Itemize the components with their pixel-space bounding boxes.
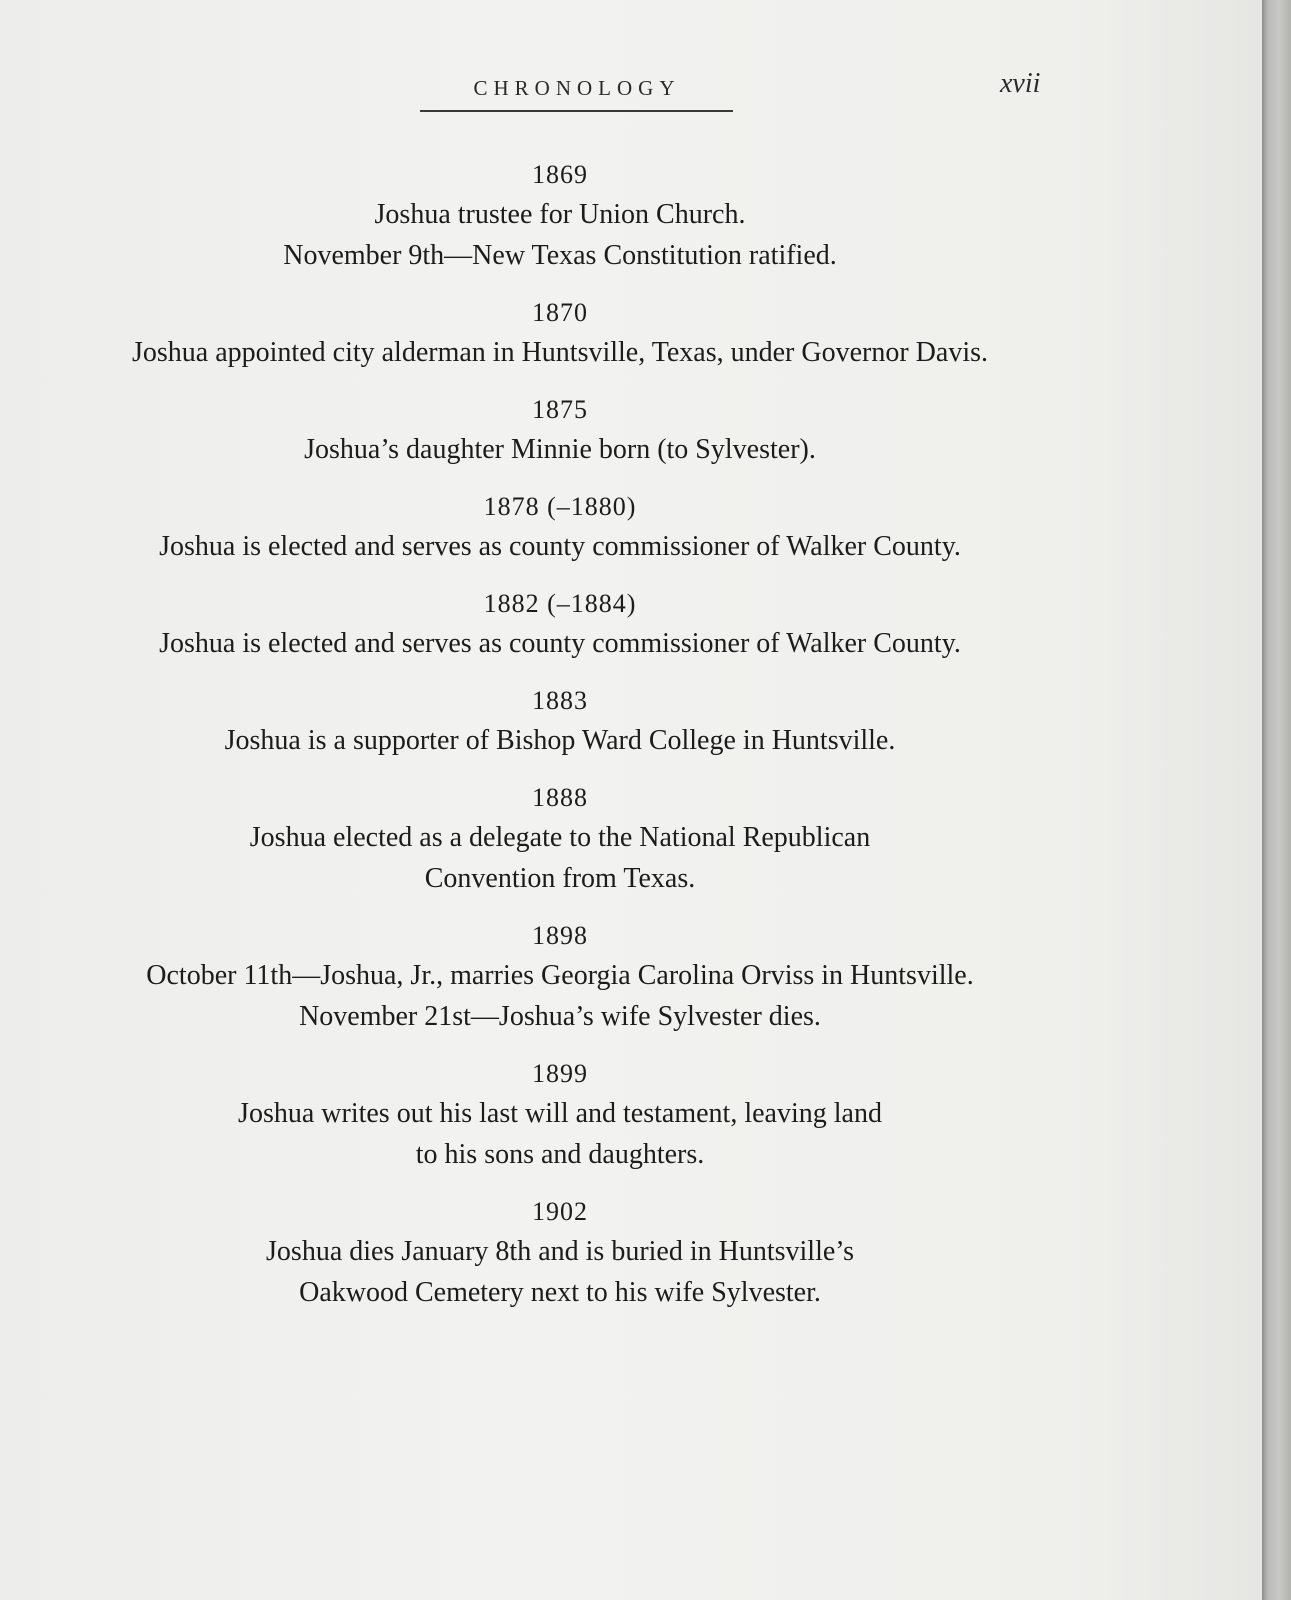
entry-text-line: Joshua dies January 8th and is buried in Huntsville’s bbox=[266, 1236, 854, 1267]
chronology-entry-1869 bbox=[60, 156, 1060, 276]
chronology-entry-1888 bbox=[60, 779, 1060, 899]
chronology-entry-1878 bbox=[60, 488, 1060, 567]
entry-text-line: Joshua writes out his last will and testament, leaving land bbox=[238, 1098, 882, 1129]
entry-text-line: Convention from Texas. bbox=[424, 863, 696, 894]
entry-text-line: Joshua elected as a delegate to the National Republican bbox=[249, 822, 871, 853]
header-rule bbox=[420, 110, 733, 112]
entry-text-line: Joshua appointed city alderman in Huntsville, Texas, under Governor Davis. bbox=[132, 337, 988, 368]
entry-year: 1882 (–1884) bbox=[483, 589, 637, 618]
entry-year: 1883 bbox=[532, 686, 588, 715]
chronology-entry-1883 bbox=[60, 682, 1060, 761]
chronology-entry-1875 bbox=[60, 391, 1060, 470]
entry-text-line: November 9th—New Texas Constitution ratified. bbox=[283, 240, 837, 271]
chronology-entry-1898 bbox=[60, 917, 1060, 1037]
entry-text-line: to his sons and daughters. bbox=[415, 1139, 705, 1170]
entry-year: 1875 bbox=[532, 395, 588, 424]
running-header-title: CHRONOLOGY bbox=[473, 76, 681, 100]
entry-year: 1888 bbox=[532, 783, 588, 812]
entry-year: 1878 (–1880) bbox=[483, 492, 637, 521]
entry-year: 1898 bbox=[532, 921, 588, 950]
entry-text-line: Joshua trustee for Union Church. bbox=[374, 199, 746, 230]
entry-text-line: Joshua is a supporter of Bishop Ward College in Huntsville. bbox=[224, 725, 896, 756]
book-page-edge bbox=[1262, 0, 1291, 1600]
entry-text-line: Joshua is elected and serves as county commissioner of Walker County. bbox=[159, 531, 961, 562]
chronology-list bbox=[60, 156, 1060, 1331]
entry-text-line: Joshua is elected and serves as county commissioner of Walker County. bbox=[159, 628, 961, 659]
entry-year: 1869 bbox=[532, 160, 588, 189]
entry-year: 1902 bbox=[532, 1197, 588, 1226]
entry-text-line: Oakwood Cemetery next to his wife Sylvester. bbox=[299, 1277, 821, 1308]
chronology-entry-1882 bbox=[60, 585, 1060, 664]
entry-year: 1870 bbox=[532, 298, 588, 327]
chronology-entry-1902 bbox=[60, 1193, 1060, 1313]
entry-text-line: October 11th—Joshua, Jr., marries Georgia Carolina Orviss in Huntsville. bbox=[146, 960, 974, 991]
chronology-entry-1899 bbox=[60, 1055, 1060, 1175]
entry-year: 1899 bbox=[532, 1059, 588, 1088]
entry-text-line: Joshua’s daughter Minnie born (to Sylvester). bbox=[304, 434, 816, 465]
chronology-entry-1870 bbox=[60, 294, 1060, 373]
page-number: xvii bbox=[1000, 68, 1041, 99]
entry-text-line: November 21st—Joshua’s wife Sylvester dies. bbox=[299, 1001, 821, 1032]
